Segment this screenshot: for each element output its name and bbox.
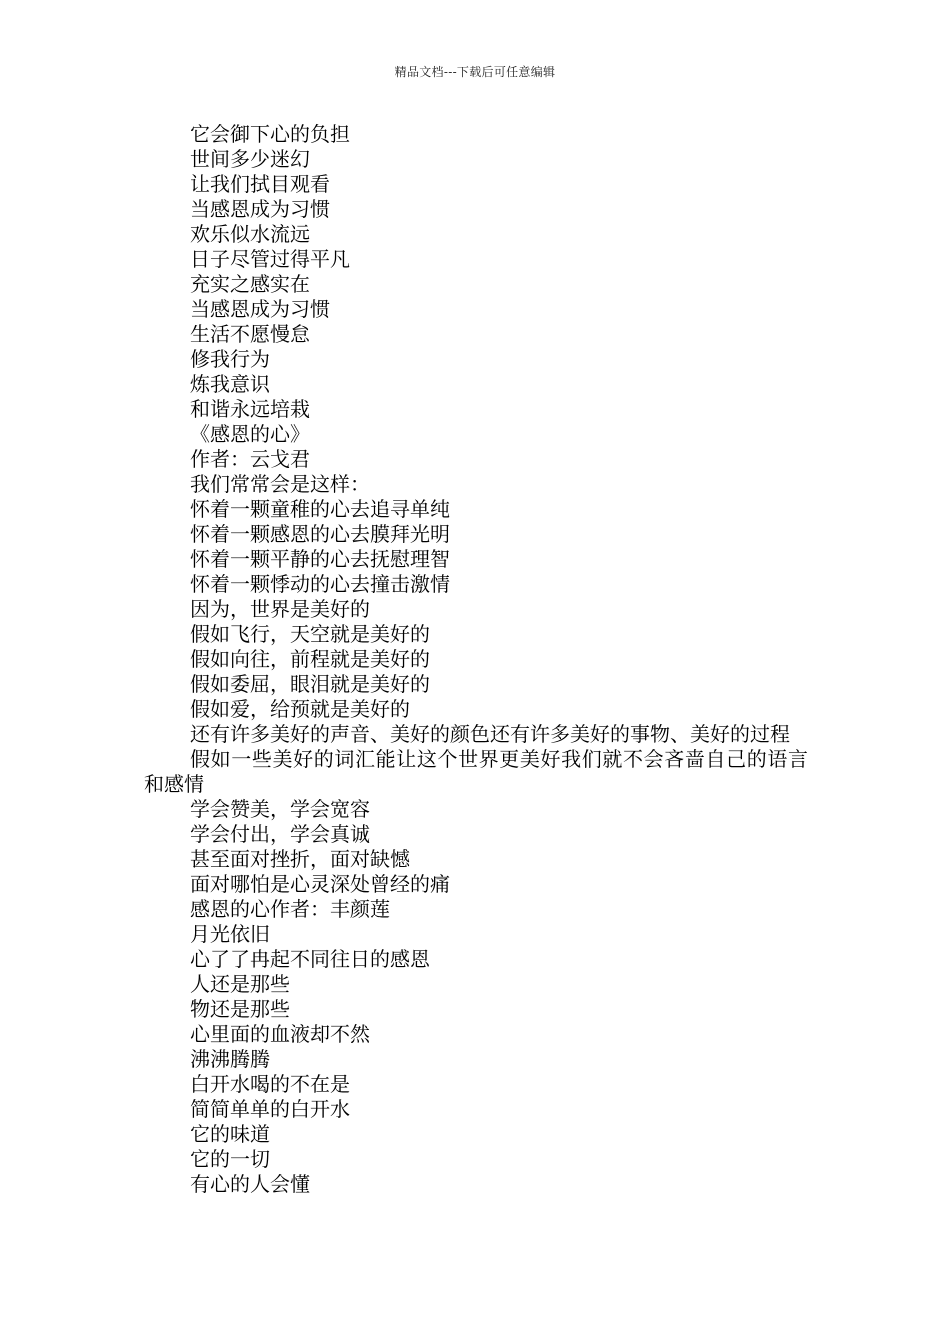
text-line: 月光依旧 xyxy=(190,922,270,946)
text-line: 学会付出，学会真诚 xyxy=(190,822,370,846)
text-line: 物还是那些 xyxy=(190,997,290,1021)
text-line: 假如委屈，眼泪就是美好的 xyxy=(190,672,430,696)
text-line: 面对哪怕是心灵深处曾经的痛 xyxy=(190,872,450,896)
text-line: 甚至面对挫折，面对缺憾 xyxy=(190,847,410,871)
text-line: 让我们拭目观看 xyxy=(190,172,330,196)
text-line: 炼我意识 xyxy=(190,372,270,396)
document-body xyxy=(144,122,808,1197)
text-line: 生活不愿慢怠 xyxy=(190,322,310,346)
text-line: 怀着一颗平静的心去抚慰理智 xyxy=(190,547,450,571)
text-line: 假如爱，给预就是美好的 xyxy=(190,697,410,721)
text-line: 它的一切 xyxy=(190,1147,270,1171)
text-line: 怀着一颗童稚的心去追寻单纯 xyxy=(190,497,450,521)
text-line: 假如向往，前程就是美好的 xyxy=(190,647,430,671)
text-line: 世间多少迷幻 xyxy=(190,147,310,171)
text-line: 《感恩的心》 xyxy=(190,422,310,446)
page-header: 精品文档---下载后可任意编辑 xyxy=(394,65,556,79)
text-line: 人还是那些 xyxy=(190,972,290,996)
text-line: 充实之感实在 xyxy=(190,272,310,296)
text-line: 当感恩成为习惯 xyxy=(190,297,330,321)
text-line: 心了了冉起不同往日的感恩 xyxy=(190,947,430,971)
text-line: 我们常常会是这样： xyxy=(190,472,370,496)
text-line: 假如飞行，天空就是美好的 xyxy=(190,622,430,646)
text-line: 怀着一颗感恩的心去膜拜光明 xyxy=(190,522,450,546)
text-line: 日子尽管过得平凡 xyxy=(190,247,350,271)
text-line: 欢乐似水流远 xyxy=(190,222,310,246)
text-line: 因为，世界是美好的 xyxy=(190,597,370,621)
text-line: 作者：云戈君 xyxy=(190,447,310,471)
text-line: 它的味道 xyxy=(190,1122,270,1146)
text-line: 有心的人会懂 xyxy=(190,1172,310,1196)
text-line: 和谐永远培栽 xyxy=(190,397,310,421)
text-line: 沸沸腾腾 xyxy=(190,1047,270,1071)
text-line: 当感恩成为习惯 xyxy=(190,197,330,221)
text-line: 学会赞美，学会宽容 xyxy=(190,797,370,821)
text-line: 心里面的血液却不然 xyxy=(190,1022,370,1046)
text-line: 简简单单的白开水 xyxy=(190,1097,350,1121)
text-line: 白开水喝的不在是 xyxy=(190,1072,350,1096)
text-paragraph: 还有许多美好的声音、美好的颜色还有许多美好的事物、美好的过程 xyxy=(190,722,790,746)
text-line: 怀着一颗悸动的心去撞击激情 xyxy=(190,572,450,596)
text-line: 它会御下心的负担 xyxy=(190,122,350,146)
text-line: 感恩的心作者：丰颜莲 xyxy=(190,897,390,921)
text-line: 修我行为 xyxy=(190,347,270,371)
text-paragraph: 假如一些美好的词汇能让这个世界更美好我们就不会吝啬自己的语言和感情 xyxy=(144,747,808,796)
